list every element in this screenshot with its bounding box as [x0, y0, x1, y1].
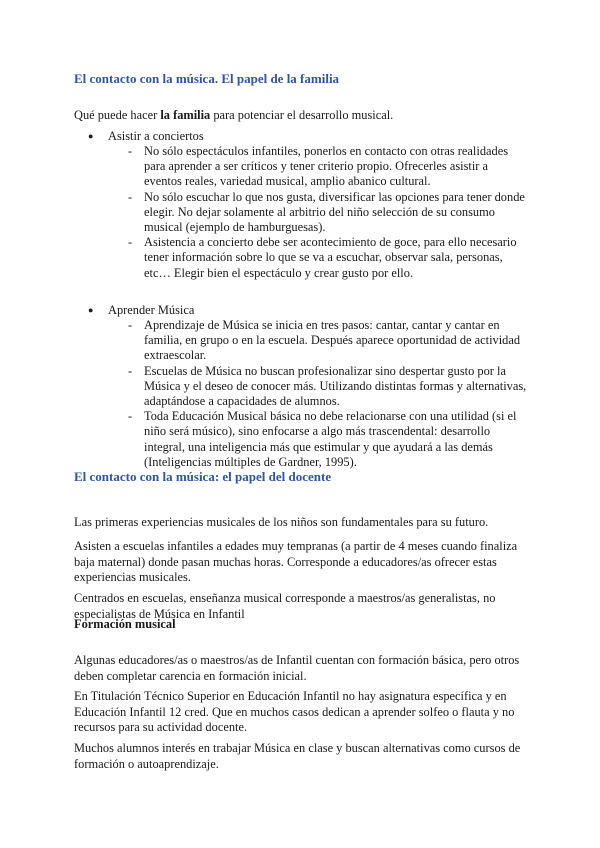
dash-icon: -: [128, 363, 133, 378]
dash-icon: -: [128, 189, 133, 204]
intro-paragraph: [74, 108, 393, 123]
paragraph: Algunas educadores/as o maestros/as de Infantil cuentan con formación básica, pero otros deben completar carencia en formación inicial.: [74, 653, 520, 683]
sub-list-item: [128, 235, 528, 281]
bullet-label: Asistir a conciertos: [108, 129, 204, 143]
intro-prefix: Qué puede hacer: [74, 108, 161, 122]
sub-item-text: No sólo espectáculos infantiles, ponerlos en contacto con otras realidades para aprender a ser críticos y tener criterio propio. Ofrecerles asistir a eventos reales, variedad musical, amplio abanico cultural.: [144, 144, 509, 189]
intro-bold: la familia: [160, 108, 211, 122]
sub-list-item: [128, 318, 528, 364]
sub-list: [128, 144, 528, 281]
paragraph: Centrados en escuelas, enseñanza musical corresponde a maestros/as generalistas, no especialistas de Música en Infantil: [74, 591, 496, 621]
sub-list-item: [128, 409, 528, 470]
bullet-label: Aprender Música: [108, 303, 195, 317]
paragraph: Las primeras experiencias musicales de los niños son fundamentales para su futuro.: [74, 515, 489, 530]
intro-suffix: para potenciar el desarrollo musical.: [210, 108, 394, 122]
sub-list-item: [128, 144, 528, 190]
sub-item-text: Asistencia a concierto debe ser acontecimiento de goce, para ello necesario tener información sobre lo que se va a escuchar, observar sala, personas, etc… Elegir bien el espectáculo y crear gusto por ello.: [144, 235, 517, 280]
dash-icon: -: [128, 409, 133, 424]
sub-item-text: Aprendizaje de Música se inicia en tres pasos: cantar, cantar y cantar en familia, en grupo o en la escuela. Después aparece oportunidad de actividad extraescolar.: [144, 318, 521, 363]
sub-item-text: No sólo escuchar lo que nos gusta, diversificar las opciones para tener donde elegir. No dejar solamente al arbitrio del niño selección de su consumo musical (ejemplo de hamburguesas).: [144, 189, 525, 235]
sub-item-text: Toda Educación Musical básica no debe relacionarse con una utilidad (si el niño será músico), sino enfocarse a algo más trascendental: desarrollo integral, una inteligencia más que estimular y que ayudará a las demás (Inteligencias múltiples de Gardner, 1995).: [144, 409, 517, 469]
section-heading-teacher: El contacto con la música: el papel del docente: [74, 469, 332, 484]
bullet-dot-icon: ●: [88, 131, 94, 141]
section-heading-family: El contacto con la música. El papel de la familia: [74, 71, 340, 86]
paragraph: Asisten a escuelas infantiles a edades muy tempranas (a partir de 4 meses cuando finaliza baja maternal) donde pasan muchas horas. Corresponde a educadores/as ofrecer estas experiencias musicales.: [74, 539, 518, 584]
sub-list-item: [128, 190, 528, 236]
sub-item-text: Escuelas de Música no buscan profesionalizar sino despertar gusto por la Música y el deseo de conocer más. Utilizando distintas formas y alternativas, adaptándose a capacidades de alumnos.: [144, 363, 527, 409]
subheading-formacion: Formación musical: [74, 617, 176, 631]
bullet-dot-icon: ●: [88, 305, 94, 315]
sub-list-item: [128, 364, 528, 410]
paragraph: En Titulación Técnico Superior en Educación Infantil no hay asignatura específica y en Educación Infantil 12 cred. Que en muchos casos dedican a aprender solfeo o flauta y no recursos para su actividad docente.: [74, 689, 515, 734]
dash-icon: -: [128, 235, 133, 250]
paragraph: Muchos alumnos interés en trabajar Música en clase y buscan alternativas como cursos de formación o autoaprendizaje.: [74, 741, 521, 771]
sub-list: [128, 318, 528, 470]
dash-icon: -: [128, 144, 133, 158]
dash-icon: -: [128, 318, 133, 332]
